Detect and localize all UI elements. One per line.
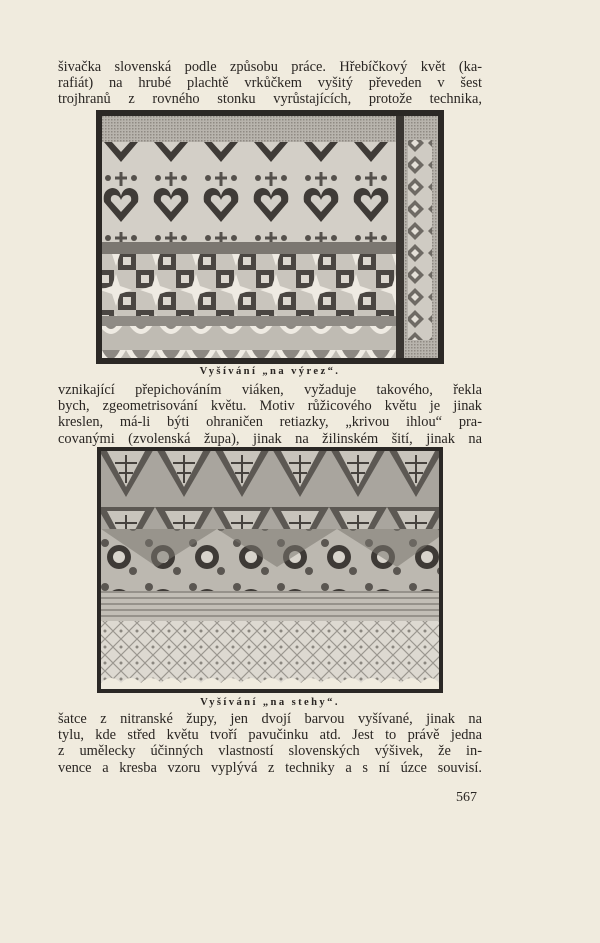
page-number: 567 [456,790,477,805]
paragraph-3 [58,711,482,776]
text-line: šatce z nitranské župy, jen dvojí barvou vyšívané, jinak na [58,711,482,727]
figure-1-caption: Vyšívání „na výrez“. [199,366,341,377]
embroidery-photo-na-stehy [97,447,443,693]
text-line: covanými (zvolenská župa), jinak na žilinském šití, jinak na [58,430,482,447]
text-line: vence a kresba vzoru vyplývá z techniky a s ní úzce souvisí. [58,759,482,776]
text-line: šivačka slovenská podle způsobu práce. Hřebíčkový květ (ka- [58,59,482,75]
paragraph-2 [58,382,482,447]
text-line: z umělecky účinných vlastností slovenských výšivek, že in- [58,743,482,760]
figure-2-caption: Vyšívání „na stehy“. [200,697,340,708]
paragraph-1 [58,59,482,108]
embroidery-photo-na-vyrez [96,110,444,364]
text-line: rafiát) na hrubé plachtě vrkůčkem vyšitý převeden v šest [58,75,482,92]
text-line: trojhranů z rovného stonku vyrůstajících, protože technika, [58,91,482,108]
text-line: tylu, kde střed květu tvoří pavučinku atd. Jest to právě jedna [58,727,482,744]
text-line: kreslen, má-li býti ohraničen retiazky, „krivou ihlou“ pra- [58,414,482,431]
text-line: bych, zgeometrisování květu. Motiv růžicového květu je jinak [58,398,482,415]
text-line: vznikající přepichováním viáken, vyžaduje takového, řekla [58,382,482,398]
